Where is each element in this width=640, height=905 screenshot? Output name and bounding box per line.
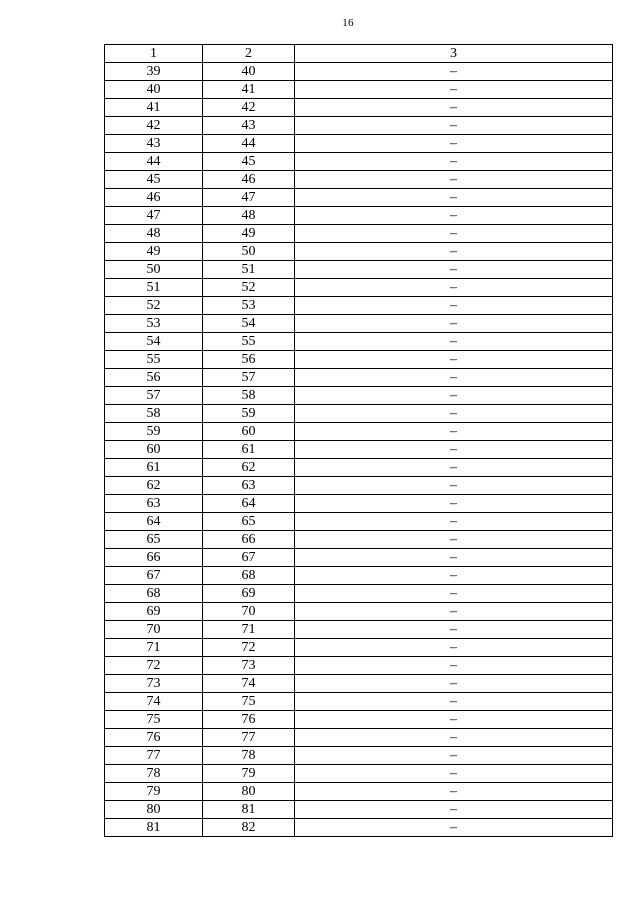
table-cell-col-3: – xyxy=(295,405,613,423)
table-cell-col-3: – xyxy=(295,333,613,351)
table-cell-col-2: 62 xyxy=(203,459,295,477)
table-cell-col-3: – xyxy=(295,747,613,765)
table-cell-col-1: 48 xyxy=(105,225,203,243)
table-cell-col-2: 46 xyxy=(203,171,295,189)
table-cell-col-3: – xyxy=(295,351,613,369)
table-cell-col-1: 66 xyxy=(105,549,203,567)
table-cell-col-3: – xyxy=(295,531,613,549)
table-cell-col-1: 55 xyxy=(105,351,203,369)
table-row xyxy=(105,225,613,243)
table-row xyxy=(105,99,613,117)
table-cell-col-3: – xyxy=(295,675,613,693)
table-row xyxy=(105,405,613,423)
table-row xyxy=(105,387,613,405)
table-cell-col-3: – xyxy=(295,153,613,171)
table-cell-col-1: 46 xyxy=(105,189,203,207)
table-cell-col-1: 45 xyxy=(105,171,203,189)
table-cell-col-3: – xyxy=(295,459,613,477)
table-cell-col-3: – xyxy=(295,657,613,675)
table-cell-col-1: 72 xyxy=(105,657,203,675)
table-row xyxy=(105,135,613,153)
table-row xyxy=(105,369,613,387)
table-cell-col-3: – xyxy=(295,135,613,153)
table-cell-col-2: 80 xyxy=(203,783,295,801)
table-cell-col-1: 68 xyxy=(105,585,203,603)
table-cell-col-2: 47 xyxy=(203,189,295,207)
table-cell-col-3: – xyxy=(295,783,613,801)
table-cell-col-2: 73 xyxy=(203,657,295,675)
table-header-row xyxy=(105,45,613,63)
table-cell-col-3: – xyxy=(295,621,613,639)
table-row xyxy=(105,63,613,81)
table-cell-col-2: 52 xyxy=(203,279,295,297)
table-row xyxy=(105,171,613,189)
table-cell-col-1: 73 xyxy=(105,675,203,693)
table-cell-col-2: 68 xyxy=(203,567,295,585)
table-cell-col-1: 57 xyxy=(105,387,203,405)
table-row xyxy=(105,693,613,711)
table-cell-col-1: 61 xyxy=(105,459,203,477)
table-cell-col-1: 65 xyxy=(105,531,203,549)
table-cell-col-2: 53 xyxy=(203,297,295,315)
table-row xyxy=(105,243,613,261)
table-cell-col-3: – xyxy=(295,207,613,225)
table-cell-col-3: – xyxy=(295,729,613,747)
table-cell-col-1: 71 xyxy=(105,639,203,657)
table-row xyxy=(105,423,613,441)
table-row xyxy=(105,603,613,621)
table-cell-col-3: – xyxy=(295,315,613,333)
table-cell-col-1: 76 xyxy=(105,729,203,747)
table-row xyxy=(105,441,613,459)
table-cell-col-1: 43 xyxy=(105,135,203,153)
table-cell-col-3: – xyxy=(295,513,613,531)
table-cell-col-1: 75 xyxy=(105,711,203,729)
table-cell-col-2: 65 xyxy=(203,513,295,531)
table-cell-col-3: – xyxy=(295,441,613,459)
table-cell-col-2: 79 xyxy=(203,765,295,783)
table-cell-col-2: 77 xyxy=(203,729,295,747)
table-cell-col-2: 49 xyxy=(203,225,295,243)
table-row xyxy=(105,279,613,297)
table-cell-col-1: 40 xyxy=(105,81,203,99)
table-cell-col-3: – xyxy=(295,603,613,621)
table-cell-col-2: 74 xyxy=(203,675,295,693)
table-row xyxy=(105,153,613,171)
table-cell-col-1: 63 xyxy=(105,495,203,513)
table-row xyxy=(105,675,613,693)
table-cell-col-2: 81 xyxy=(203,801,295,819)
table-cell-col-3: – xyxy=(295,189,613,207)
table-row xyxy=(105,495,613,513)
table-cell-col-1: 77 xyxy=(105,747,203,765)
table-cell-col-3: – xyxy=(295,369,613,387)
table-row xyxy=(105,261,613,279)
table-cell-col-2: 50 xyxy=(203,243,295,261)
table-cell-col-2: 61 xyxy=(203,441,295,459)
table-row xyxy=(105,207,613,225)
page-number: 16 xyxy=(342,17,354,29)
table-cell-col-3: – xyxy=(295,81,613,99)
table-cell-col-1: 81 xyxy=(105,819,203,837)
data-table xyxy=(104,44,613,837)
table-cell-col-1: 44 xyxy=(105,153,203,171)
table-cell-col-3: – xyxy=(295,261,613,279)
table-row xyxy=(105,801,613,819)
table-cell-col-1: 78 xyxy=(105,765,203,783)
table-cell-col-2: 51 xyxy=(203,261,295,279)
table-cell-col-2: 48 xyxy=(203,207,295,225)
table-cell-col-2: 58 xyxy=(203,387,295,405)
table-cell-col-1: 54 xyxy=(105,333,203,351)
table-cell-col-2: 43 xyxy=(203,117,295,135)
table-cell-col-2: 57 xyxy=(203,369,295,387)
table-row xyxy=(105,621,613,639)
table-cell-col-2: 60 xyxy=(203,423,295,441)
table-cell-col-2: 54 xyxy=(203,315,295,333)
table-cell-col-1: 41 xyxy=(105,99,203,117)
table-cell-col-3: – xyxy=(295,225,613,243)
table-cell-col-3: – xyxy=(295,63,613,81)
column-header-3: 3 xyxy=(295,45,613,63)
table-cell-col-2: 40 xyxy=(203,63,295,81)
column-header-2: 2 xyxy=(203,45,295,63)
table-cell-col-3: – xyxy=(295,801,613,819)
table-row xyxy=(105,747,613,765)
table-row xyxy=(105,297,613,315)
table-cell-col-3: – xyxy=(295,819,613,837)
table-cell-col-3: – xyxy=(295,387,613,405)
table-cell-col-2: 45 xyxy=(203,153,295,171)
table-cell-col-1: 50 xyxy=(105,261,203,279)
table-cell-col-3: – xyxy=(295,567,613,585)
table-cell-col-2: 67 xyxy=(203,549,295,567)
table-cell-col-1: 80 xyxy=(105,801,203,819)
table-cell-col-1: 56 xyxy=(105,369,203,387)
table-row xyxy=(105,189,613,207)
table-cell-col-1: 69 xyxy=(105,603,203,621)
table-cell-col-2: 78 xyxy=(203,747,295,765)
table-cell-col-3: – xyxy=(295,243,613,261)
table-row xyxy=(105,81,613,99)
table-cell-col-2: 71 xyxy=(203,621,295,639)
table-cell-col-2: 82 xyxy=(203,819,295,837)
table-row xyxy=(105,333,613,351)
table-row xyxy=(105,585,613,603)
table-row xyxy=(105,567,613,585)
table-cell-col-3: – xyxy=(295,99,613,117)
table-cell-col-1: 39 xyxy=(105,63,203,81)
table-row xyxy=(105,783,613,801)
table-row xyxy=(105,117,613,135)
table-row xyxy=(105,351,613,369)
table-cell-col-1: 64 xyxy=(105,513,203,531)
table-cell-col-3: – xyxy=(295,765,613,783)
table-cell-col-2: 41 xyxy=(203,81,295,99)
table-row xyxy=(105,765,613,783)
table-cell-col-1: 47 xyxy=(105,207,203,225)
table-cell-col-3: – xyxy=(295,423,613,441)
table-cell-col-3: – xyxy=(295,117,613,135)
table-cell-col-1: 74 xyxy=(105,693,203,711)
table-cell-col-1: 79 xyxy=(105,783,203,801)
table-cell-col-1: 60 xyxy=(105,441,203,459)
table-cell-col-2: 59 xyxy=(203,405,295,423)
table-cell-col-2: 70 xyxy=(203,603,295,621)
table-cell-col-3: – xyxy=(295,585,613,603)
table-cell-col-2: 69 xyxy=(203,585,295,603)
table-cell-col-2: 42 xyxy=(203,99,295,117)
table-cell-col-2: 63 xyxy=(203,477,295,495)
table-cell-col-1: 53 xyxy=(105,315,203,333)
table-cell-col-3: – xyxy=(295,495,613,513)
table-cell-col-1: 59 xyxy=(105,423,203,441)
table-cell-col-3: – xyxy=(295,171,613,189)
table-cell-col-1: 70 xyxy=(105,621,203,639)
table-cell-col-2: 76 xyxy=(203,711,295,729)
table-cell-col-3: – xyxy=(295,549,613,567)
table-row xyxy=(105,819,613,837)
table-cell-col-1: 62 xyxy=(105,477,203,495)
table-cell-col-2: 55 xyxy=(203,333,295,351)
table-cell-col-1: 49 xyxy=(105,243,203,261)
table-cell-col-3: – xyxy=(295,279,613,297)
table-row xyxy=(105,477,613,495)
table-cell-col-1: 58 xyxy=(105,405,203,423)
table-cell-col-2: 72 xyxy=(203,639,295,657)
table-row xyxy=(105,459,613,477)
table-cell-col-3: – xyxy=(295,477,613,495)
table-row xyxy=(105,639,613,657)
table-cell-col-2: 56 xyxy=(203,351,295,369)
table-row xyxy=(105,513,613,531)
table-row xyxy=(105,657,613,675)
table-body xyxy=(105,63,613,837)
table-cell-col-3: – xyxy=(295,711,613,729)
table-cell-col-1: 42 xyxy=(105,117,203,135)
table-cell-col-1: 51 xyxy=(105,279,203,297)
table-cell-col-2: 64 xyxy=(203,495,295,513)
table-cell-col-3: – xyxy=(295,693,613,711)
table-cell-col-2: 44 xyxy=(203,135,295,153)
table-cell-col-1: 67 xyxy=(105,567,203,585)
table-cell-col-1: 52 xyxy=(105,297,203,315)
table-row xyxy=(105,711,613,729)
table-row xyxy=(105,549,613,567)
table-cell-col-2: 66 xyxy=(203,531,295,549)
table-cell-col-2: 75 xyxy=(203,693,295,711)
table-cell-col-3: – xyxy=(295,297,613,315)
table-row xyxy=(105,315,613,333)
column-header-1: 1 xyxy=(105,45,203,63)
table-row xyxy=(105,729,613,747)
table-cell-col-3: – xyxy=(295,639,613,657)
table-row xyxy=(105,531,613,549)
